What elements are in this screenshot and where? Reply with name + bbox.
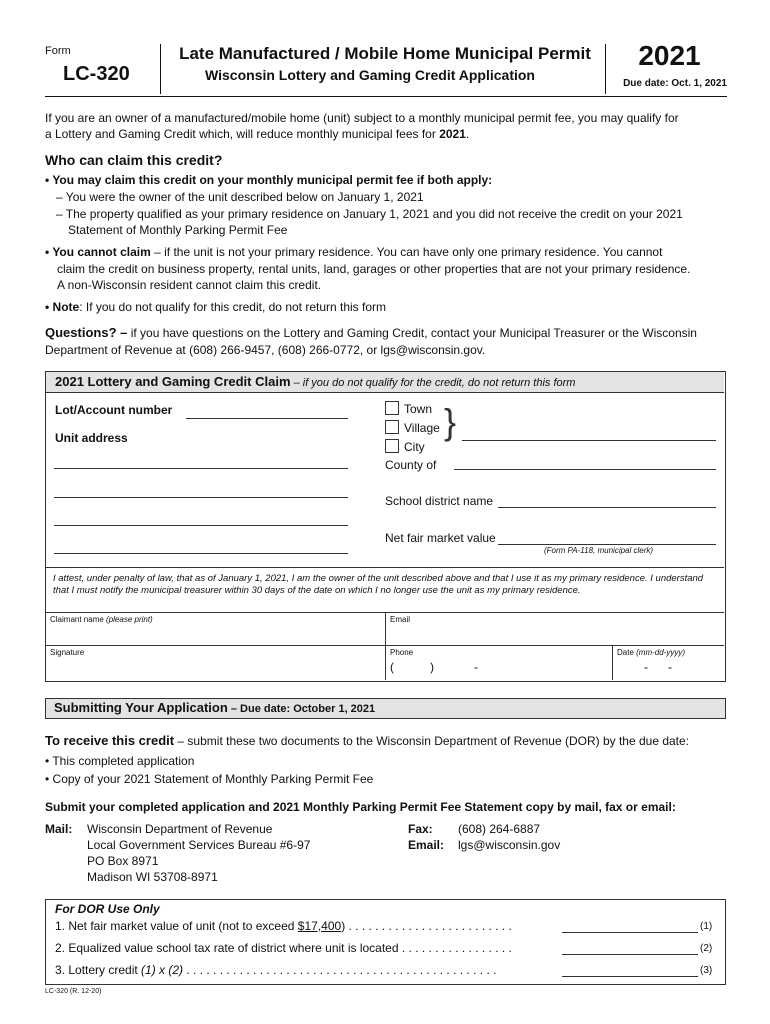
email-contact-label: Email: xyxy=(408,838,445,852)
receive-paragraph xyxy=(45,733,735,749)
dor-row-1-number: (1) xyxy=(700,921,713,932)
attestation-text: I attest, under penalty of law, that as of January 1, 2021, I am the owner of the unit described above and that I use it as my primary residence. I understand that I must notify the municipal treasurer within 30 days of the date on which I no longer use the unit as my primary residence. xyxy=(53,573,704,596)
who-bullet-3 xyxy=(45,299,386,315)
page-title: Late Manufactured / Mobile Home Municipal Permit xyxy=(179,44,591,63)
header-divider xyxy=(605,44,606,94)
intro-paragraph xyxy=(45,110,735,142)
phone-open-paren: ( xyxy=(390,660,394,674)
header-divider xyxy=(160,44,161,94)
due-date: Due date: Oct. 1, 2021 xyxy=(623,78,727,89)
who-subbullet-cont: Statement of Monthly Parking Permit Fee xyxy=(68,223,288,237)
intro-line xyxy=(45,126,735,142)
fax-value: (608) 264-6887 xyxy=(458,822,541,836)
phone-field[interactable] xyxy=(388,659,608,679)
questions-label: Questions? – xyxy=(45,325,128,340)
submit-instruction: Submit your completed application and 2021 Monthly Parking Permit Fee Statement copy by mail, fax or email: xyxy=(45,800,676,814)
note-label: • Note xyxy=(45,300,80,314)
mail-line: PO Box 8971 xyxy=(87,854,159,868)
dor-row-2-number: (2) xyxy=(700,943,713,954)
dor-line-2-field[interactable] xyxy=(562,954,698,955)
unit-address-field-4[interactable] xyxy=(54,553,348,554)
email-contact-link[interactable]: lgs@wisconsin.gov xyxy=(458,838,561,852)
lot-account-field[interactable] xyxy=(186,418,348,419)
dor-line-1-field[interactable] xyxy=(562,932,698,933)
email-field[interactable] xyxy=(388,626,721,644)
date-field[interactable] xyxy=(615,659,721,679)
form-code: LC-320 xyxy=(63,63,130,85)
form-year: 2021 xyxy=(638,40,701,71)
claim-title xyxy=(55,374,575,389)
field-divider xyxy=(385,645,386,680)
claim-note: – if you do not qualify for the credit, do not return this form xyxy=(290,377,576,389)
dor-row-3-formula: (1) x (2) xyxy=(141,963,184,977)
submit-due: – Due date: October 1, 2021 xyxy=(227,703,376,715)
city-label: City xyxy=(404,440,425,454)
date-hint: (mm-dd-yyyy) xyxy=(633,648,686,657)
mail-line: Madison WI 53708-8971 xyxy=(87,870,218,884)
county-field[interactable] xyxy=(454,469,716,470)
dor-row-3-dots: . . . . . . . . . . . . . . . . . . . . . . . . . . . . . . . . . . . . . . . . . . . . . . . xyxy=(183,963,497,977)
mail-label: Mail: xyxy=(45,822,73,836)
nfmv-field[interactable] xyxy=(498,544,716,545)
who-bullet-1: • You may claim this credit on your monthly municipal permit fee if both apply: xyxy=(45,173,493,187)
dor-title: For DOR Use Only xyxy=(55,902,160,916)
phone-label: Phone xyxy=(390,648,414,657)
dor-line-3-field[interactable] xyxy=(562,976,698,977)
town-checkbox[interactable] xyxy=(385,401,399,415)
submit-item: • Copy of your 2021 Statement of Monthly Parking Permit Fee xyxy=(45,772,374,786)
questions-paragraph xyxy=(45,325,735,341)
school-district-field[interactable] xyxy=(498,507,716,508)
page-subtitle: Wisconsin Lottery and Gaming Credit Application xyxy=(205,67,535,83)
form-revision: LC-320 (R. 12-20) xyxy=(45,988,102,995)
date-label xyxy=(617,648,685,657)
intro-text: a Lottery and Gaming Credit which, will reduce monthly municipal fees for xyxy=(45,127,440,141)
date-label-text: Date xyxy=(617,648,634,657)
school-district-label: School district name xyxy=(385,494,494,508)
who-bullet-2-text: – if the unit is not your primary residence. You can have only one primary residence. You cannot xyxy=(150,245,663,259)
date-separator: - xyxy=(644,660,648,674)
dor-row-3-number: (3) xyxy=(700,965,713,976)
mail-line: Wisconsin Department of Revenue xyxy=(87,822,273,836)
village-checkbox[interactable] xyxy=(385,420,399,434)
dor-row-1-close: ) xyxy=(341,919,346,933)
lot-account-label: Lot/Account number xyxy=(55,403,173,417)
who-bullet-2 xyxy=(45,244,735,260)
submit-title xyxy=(54,700,375,715)
claimant-name-label-text: Claimant name xyxy=(50,615,104,624)
claimant-name-label xyxy=(50,615,153,624)
county-label: County of xyxy=(385,458,437,472)
email-label: Email xyxy=(390,615,411,624)
village-label: Village xyxy=(404,421,440,435)
mail-line: Local Government Services Bureau #6-97 xyxy=(87,838,311,852)
dor-row-1 xyxy=(55,919,512,933)
city-checkbox[interactable] xyxy=(385,439,399,453)
nfmv-label: Net fair market value xyxy=(385,531,496,545)
dor-row-2-text: 2. Equalized value school tax rate of district where unit is located xyxy=(55,941,399,955)
who-heading: Who can claim this credit? xyxy=(45,152,223,168)
unit-address-field-1[interactable] xyxy=(54,468,348,469)
municipality-name-field[interactable] xyxy=(462,440,716,441)
dor-row-2-dots: . . . . . . . . . . . . . . . . . xyxy=(398,941,512,955)
intro-year: 2021 xyxy=(439,127,466,141)
date-separator: - xyxy=(668,660,672,674)
receive-text: – submit these two documents to the Wisconsin Department of Revenue (DOR) by the due date: xyxy=(174,734,690,748)
who-subbullet: – You were the owner of the unit described below on January 1, 2021 xyxy=(56,190,424,204)
phone-dash: - xyxy=(474,660,478,674)
who-bullet-2-label: • You cannot claim xyxy=(45,245,151,259)
unit-address-label: Unit address xyxy=(55,431,128,445)
dor-row-3 xyxy=(55,963,496,977)
intro-line: If you are an owner of a manufactured/mobile home (unit) subject to a monthly municipal permit fee, you may qualify for xyxy=(45,111,679,125)
header-rule xyxy=(45,96,727,97)
submit-title-text: Submitting Your Application xyxy=(54,700,228,715)
fax-label: Fax: xyxy=(408,822,433,836)
signature-label: Signature xyxy=(50,648,85,657)
signature-field[interactable] xyxy=(48,659,381,679)
nfmv-note: (Form PA-118, municipal clerk) xyxy=(544,546,654,555)
dor-row-2 xyxy=(55,941,512,955)
unit-address-field-2[interactable] xyxy=(54,497,348,498)
dor-row-1-amount: $17,400 xyxy=(297,919,342,933)
receive-label: To receive this credit xyxy=(45,733,175,748)
who-bullet-2-line: claim the credit on business property, rental units, land, garages or other properties that are not your primary residence. xyxy=(57,262,691,276)
claimant-name-field[interactable] xyxy=(48,626,381,644)
dor-row-1-text: 1. Net fair market value of unit (not to exceed xyxy=(55,919,298,933)
town-label: Town xyxy=(404,402,433,416)
note-text: : If you do not qualify for this credit, do not return this form xyxy=(79,300,387,314)
claimant-name-hint: (please print) xyxy=(103,615,153,624)
claim-title-text: 2021 Lottery and Gaming Credit Claim xyxy=(55,374,291,389)
brace-icon: } xyxy=(444,401,457,442)
phone-close-paren: ) xyxy=(430,660,434,674)
form-label: Form xyxy=(45,45,71,57)
unit-address-field-3[interactable] xyxy=(54,525,348,526)
intro-text: . xyxy=(465,127,470,141)
dor-row-3-text: 3. Lottery credit xyxy=(55,963,142,977)
field-divider xyxy=(612,645,613,680)
who-subbullet: – The property qualified as your primary residence on January 1, 2021 and you did not receive the credit on your 2021 xyxy=(56,207,683,221)
claim-divider xyxy=(46,567,724,568)
field-divider xyxy=(385,612,386,645)
questions-text: if you have questions on the Lottery and Gaming Credit, contact your Municipal Treasurer or the Wisconsin xyxy=(127,326,697,340)
who-bullet-2-line: A non-Wisconsin resident cannot claim this credit. xyxy=(57,278,322,292)
questions-line: Department of Revenue at (608) 266-9457, (608) 266-0772, or lgs@wisconsin.gov. xyxy=(45,343,486,357)
dor-row-1-dots: . . . . . . . . . . . . . . . . . . . . . . . . . xyxy=(345,919,512,933)
submit-item: • This completed application xyxy=(45,754,195,768)
